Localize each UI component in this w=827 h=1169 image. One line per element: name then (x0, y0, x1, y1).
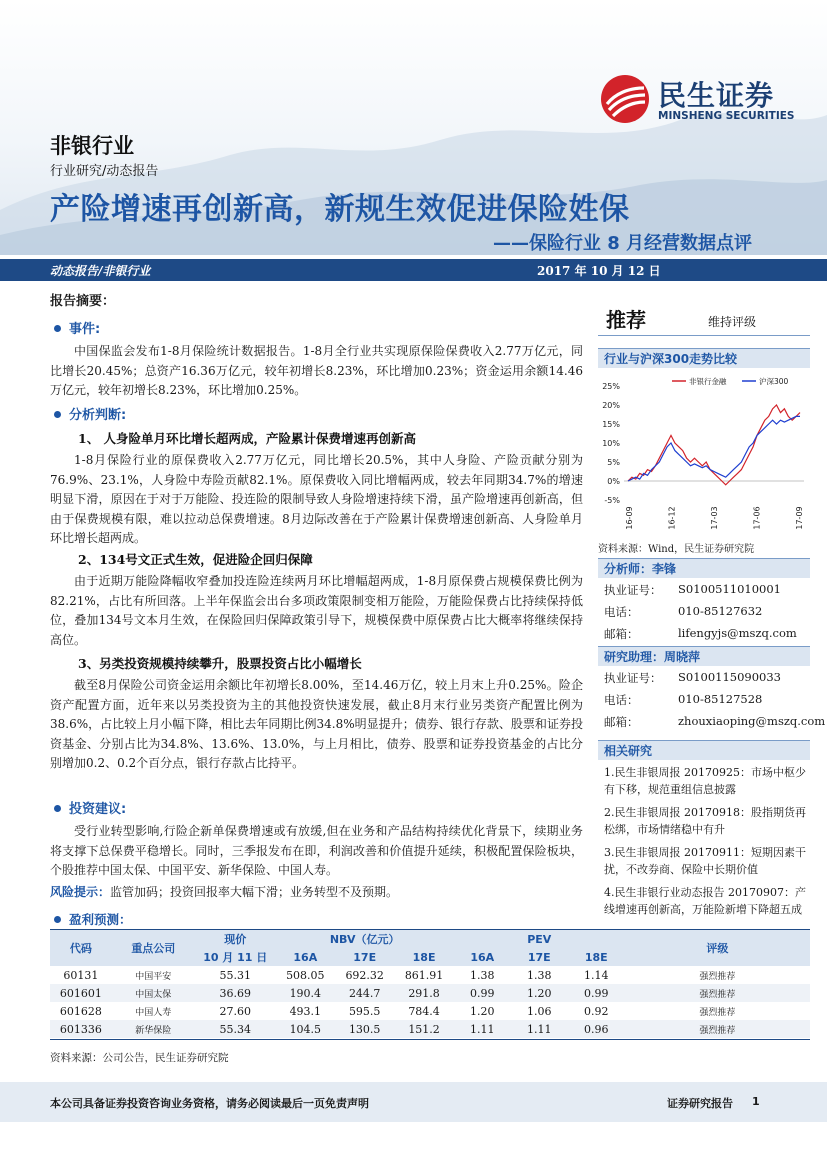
report-subtitle: ——保险行业 8 月经营数据点评 (492, 233, 752, 254)
analyst-name: 李锋 (652, 562, 677, 576)
section-event-heading: 事件: (50, 318, 100, 337)
risk-line (50, 883, 583, 903)
bullet-icon (54, 805, 61, 812)
related-item[interactable]: 4.民生非银行业动态报告 20170907：产线增速再创新高，万能险新增下降超五成 (604, 886, 806, 916)
x-tick-label: 16-09 (625, 506, 634, 530)
page-number: 1 (752, 1095, 760, 1108)
chart-title: 行业与沪深300走势比较 (598, 348, 810, 368)
bullet-icon (54, 325, 61, 332)
related-item[interactable]: 1.民生非银周报 20170925：市场中枢少有下移，规范重组信息披露 (604, 766, 806, 796)
minsheng-logo-icon (600, 74, 650, 124)
bullet-icon (54, 411, 61, 418)
advice-text: 受行业转型影响,行险企新单保费增速或有放缓,但在业务和产品结构持续优化背景下，续期业务将支撑下总保费平稳增长。同时，三季报发布在即，利润改善和价值提升延续，积极配置保险板块，个股推荐中国太保、中国平安、新华保险、中国人寿。 (50, 824, 583, 877)
analyst-phone: 电话： 010-85127632 (604, 604, 763, 619)
brand-logo (600, 72, 800, 132)
table-header-row (50, 930, 810, 948)
x-tick-label: 16-12 (667, 506, 677, 530)
y-tick-label: -5% (604, 496, 620, 505)
legend-label: 非银行金融 (689, 377, 727, 386)
related-item[interactable]: 3.民生非银周报 20170911：短期因素干扰，不改券商、保险中长期价值 (604, 846, 806, 876)
col-company: 重点公司 (112, 930, 195, 966)
industry-label: 非银行业 (50, 134, 134, 158)
col-nbv: NBV（亿元） (276, 930, 454, 948)
analysis-item-3-title: 3、另类投资规模持续攀升，股票投资占比小幅增长 (78, 656, 362, 671)
assistant-phone: 电话： 010-85127528 (604, 692, 763, 707)
chart-source: 资料来源：Wind，民生证券研究院 (598, 544, 755, 555)
assistant-heading: 研究助理：周晓萍 (598, 646, 810, 666)
x-tick-label: 17-06 (752, 506, 762, 530)
report-info-bar (0, 259, 827, 281)
related-item[interactable]: 2.民生非银周报 20170918：股指期货再松绑，市场情绪稳中有升 (604, 806, 806, 836)
disclaimer-note: 本公司具备证券投资咨询业务资格，请务必阅读最后一页免责声明 (50, 1097, 369, 1110)
table-row: 601601 中国太保 36.69 190.4 244.7 291.8 0.99 1.20 0.99 强烈推荐 (50, 984, 810, 1002)
table-row: 601336 新华保险 55.34 104.5 130.5 151.2 1.11 1.11 0.96 强烈推荐 (50, 1020, 810, 1038)
table-subheader-row: 10 月 11 日 16A 17E 18E 16A 17E 18E (50, 948, 810, 966)
col-price-date: 10 月 11 日 (195, 948, 276, 966)
section-advice-heading: 投资建议: (50, 798, 126, 817)
assistant-name: 周晓萍 (664, 650, 701, 664)
y-tick-label: 5% (607, 458, 620, 467)
table-row: 601628 中国人寿 27.60 493.1 595.5 784.4 1.20 1.06 0.92 强烈推荐 (50, 1002, 810, 1020)
risk-text: 监管加码；投资回报率大幅下滑；业务转型不及预期。 (110, 885, 399, 899)
rating: 推荐 (606, 308, 646, 332)
series-line-hs300 (628, 416, 800, 481)
analysis-item-1-text: 1-8月保险行业的原保费收入2.77万亿元，同比增长20.5%，其中人身险、产险贡献分别为76.9%、23.1%，人身险中寿险贡献82.1%。原保费收入同比增幅两成，较去年同期34.7%的增速明显下滑，原因在于对于万能险、投连险的限制导致人身险增速持续下滑，虽产险增速再创新高，但由于保费规模有限，难以拉动总保费增速。8月边际改善在于产险累计保费增速创新高、人身险单月环比增长超两成。 (50, 453, 583, 545)
bar-date: 2017 年 10 月 12 日 (537, 264, 661, 278)
assistant-license: 执业证号： S0100115090033 (604, 670, 781, 685)
earnings-forecast-title: 盈利预测： (50, 910, 132, 928)
earnings-forecast-table (50, 930, 810, 1038)
report-type: 行业研究/动态报告 (50, 164, 159, 179)
brand-name-en: MINSHENG SECURITIES (658, 110, 795, 122)
col-rating: 评级 (625, 930, 810, 966)
legend-label: 沪深300 (759, 377, 789, 386)
analysis-item-2-title: 2、134号文正式生效，促进险企回归保障 (78, 552, 313, 567)
footer-label: 证券研究报告 (667, 1097, 733, 1110)
y-tick-label: 0% (607, 477, 620, 486)
assistant-email[interactable]: 邮箱： zhouxiaoping@mszq.com (604, 714, 826, 729)
col-pev: PEV (454, 930, 625, 948)
bullet-icon (54, 916, 61, 923)
table-source: 资料来源：公司公告，民生证券研究院 (50, 1052, 229, 1064)
col-code: 代码 (50, 930, 112, 966)
x-tick-label: 17-03 (710, 506, 719, 530)
bar-category: 动态报告/非银行业 (50, 264, 151, 278)
analysis-item-1-title: 1、 人身险单月环比增长超两成，产险累计保费增速再创新高 (78, 431, 417, 446)
event-text: 中国保监会发布1-8月保险统计数据报告。1-8月全行业共实现原保险保费收入2.77万亿元，同比增长20.45%；总资产16.36万亿元，较年初增长8.23%，环比增加0.23%；资金运用余额14.46万亿元，较年初增长8.23%，环比增加0.25%。 (50, 344, 583, 397)
series-line-nonbank (628, 405, 800, 485)
report-title: 产险增速再创新高，新规生效促进保险姓保 (50, 192, 630, 227)
section-analysis-heading: 分析判断: (50, 404, 126, 423)
analyst-email[interactable]: 邮箱： lifengyjs@mszq.com (604, 626, 797, 641)
abstract-label: 报告摘要： (50, 294, 116, 309)
analyst-heading: 分析师：李锋 (598, 558, 810, 578)
y-tick-label: 20% (602, 401, 620, 410)
analyst-license: 执业证号： S0100511010001 (604, 582, 781, 597)
page-footer (0, 1082, 827, 1122)
analysis-item-3-text: 截至8月保险公司资金运用余额比年初增长8.00%，至14.46万亿，较上月末上升0.25%。险企资产配置方面，近年来以另类投资为主的其他投资快速发展，截止8月末行业另类资产配置比例为38.6%，占比较上月小幅下降，相比去年同期比例34.8%明显提升；债券、银行存款、股票和证券投资基金、分别占比为34.8%、13.6%、13.0%，与上月相比，债券、股票和证券投资基金的占比分别增加0.2、0.2个百分点，银行存款占比持平。 (50, 678, 583, 770)
related-research-heading: 相关研究 (598, 740, 810, 760)
brand-name-cn: 民生证券 (658, 79, 775, 112)
y-tick-label: 25% (602, 382, 620, 391)
table-row: 60131 中国平安 55.31 508.05 692.32 861.91 1.38 1.38 1.14 强烈推荐 (50, 966, 810, 984)
table-bottom-rule (50, 1039, 810, 1040)
rating-box (598, 300, 810, 336)
trend-chart (598, 372, 810, 542)
y-tick-label: 10% (602, 439, 620, 448)
rating-sub: 维持评级 (708, 315, 757, 329)
col-price: 现价 (195, 930, 276, 948)
y-tick-label: 15% (602, 420, 620, 429)
risk-label: 风险提示： (50, 885, 111, 899)
x-tick-label: 17-09 (795, 506, 804, 530)
analysis-item-2-text: 由于近期万能险降幅收窄叠加投连险连续两月环比增幅超两成，1-8月原保费占规模保费比例为82.21%，占比有所回落。上半年保监会出台多项政策限制变相万能险，万能险保费占比持续保持低位，叠加134号文本月生效，在保险回归保障政策引导下，规模保费中原保费占比大概率将继续保持高位。 (50, 574, 583, 647)
